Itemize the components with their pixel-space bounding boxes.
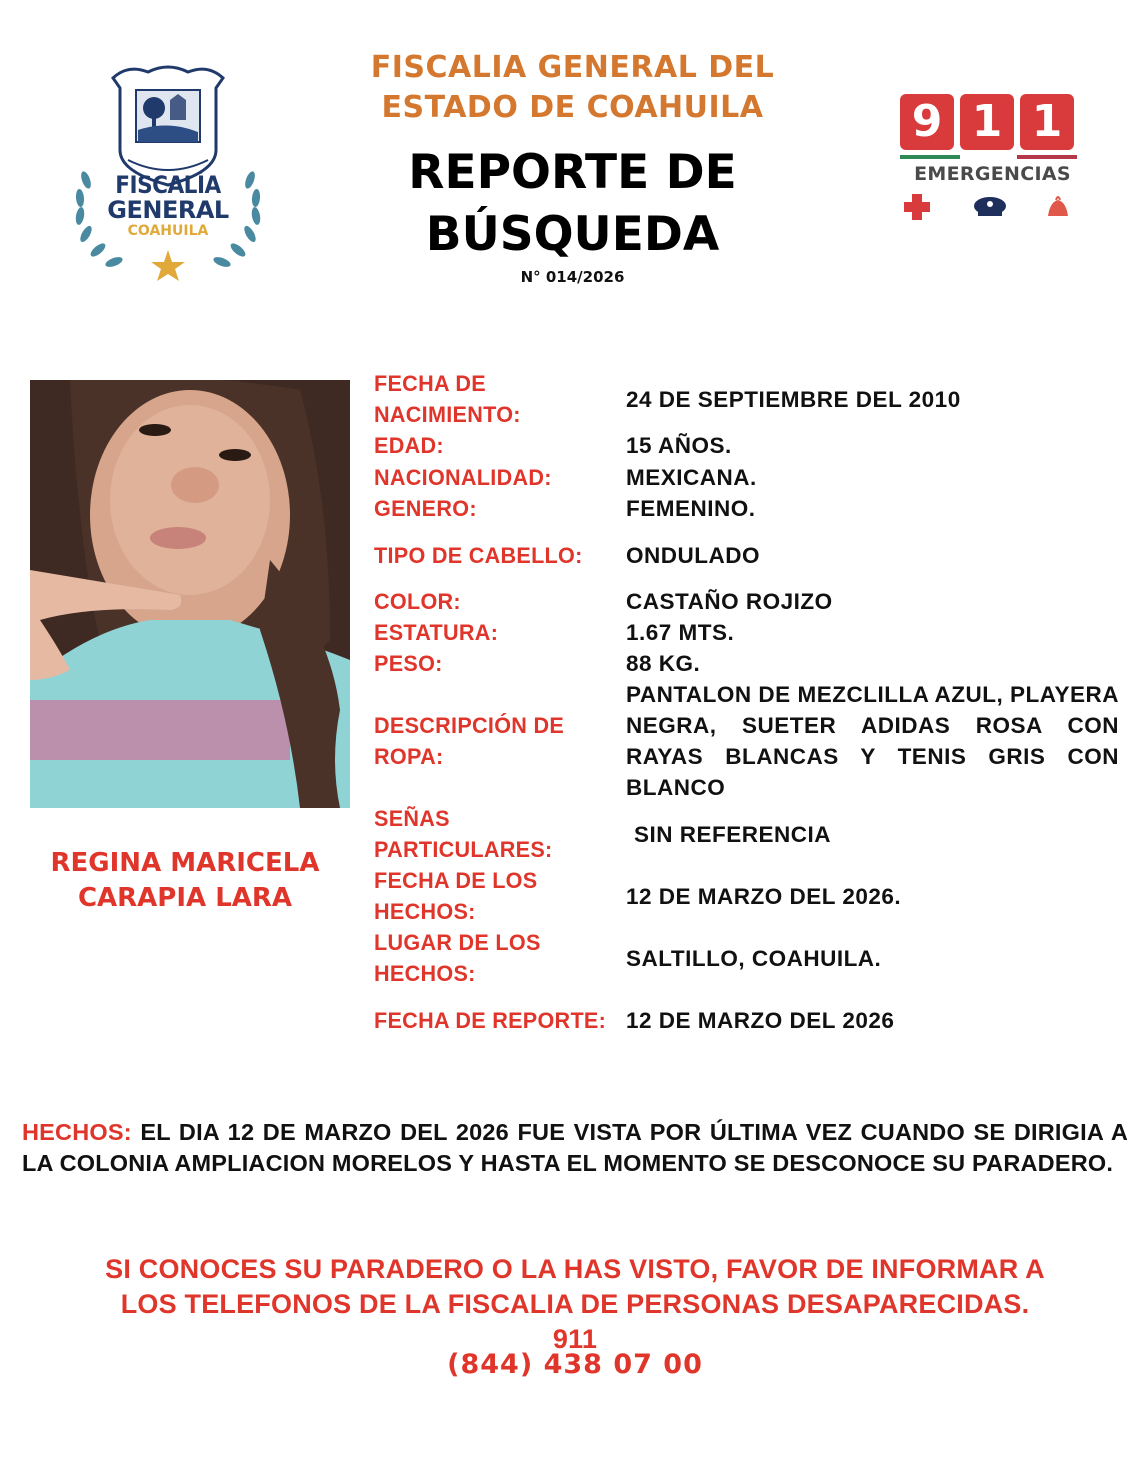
digit-1b: 1 [1020,94,1074,150]
field-value: 15 AÑOS. [626,433,732,458]
field-value: 24 DE SEPTIEMBRE DEL 2010 [626,386,961,412]
report-title-line2: BÚSQUEDA [425,207,720,262]
field-label: GENERO: [374,496,477,521]
field-label: PESO: [374,651,443,676]
report-title [340,142,805,266]
person-photo-image [30,380,350,808]
field-label: NACIONALIDAD: [374,464,552,490]
field-row-report-date [374,989,1119,1051]
org-title-line1: FISCALIA GENERAL DEL [370,50,775,85]
field-label: SEÑAS PARTICULARES: [374,806,553,862]
field-label: FECHA DE LOS HECHOS: [374,868,538,924]
911-emergencias-logo [890,88,1090,228]
field-value: 12 DE MARZO DEL 2026. [626,883,902,909]
field-label: TIPO DE CABELLO: [374,542,583,568]
fiscalia-coahuila-logo [68,60,268,285]
logo-text-fiscalia: FISCALÍA [115,171,221,199]
digit-1: 1 [960,94,1014,150]
field-value: 88 KG. [626,651,701,676]
field-label: EDAD: [374,433,444,458]
contact-callout [22,1252,1128,1357]
field-row-hair-color [374,586,1119,617]
firefighter-helmet-icon [1044,192,1072,220]
field-label: LUGAR DE LOS HECHOS: [374,930,541,986]
callout-line2: LOS TELEFONOS DE LA FISCALIA DE PERSONAS DESAPARECIDAS. [120,1289,1030,1319]
callout-line1: SI CONOCES SU PARADERO O LA HAS VISTO, FAVOR DE INFORMAR A [105,1254,1045,1284]
field-value: SALTILLO, COAHUILA. [626,945,882,971]
field-label: COLOR: [374,589,461,614]
field-row-height [374,617,1119,648]
field-label: FECHA DE REPORTE: [374,1007,607,1033]
field-value: 12 DE MARZO DEL 2026 [626,1007,895,1033]
field-row-gender [374,493,1119,524]
field-value: FEMENINO. [626,496,756,521]
red-stripe [1017,155,1077,159]
field-row-distinguishing-marks [374,803,1119,865]
incident-description [22,1117,1128,1179]
field-value: 1.67 MTS. [626,620,735,645]
field-label: ESTATURA: [374,620,499,645]
field-value: MEXICANA. [626,464,757,490]
digit-9: 9 [900,94,954,150]
organization-title [340,48,805,128]
missing-person-name [30,846,340,916]
org-title-line2: ESTADO DE COAHUILA [381,90,764,125]
field-row-incident-date [374,865,1119,927]
logo-text-general: GENERAL [107,196,229,224]
report-number: N° 014/2026 [520,268,625,286]
field-row-incident-place [374,927,1119,989]
emergency-number[interactable]: 911 [552,1324,598,1354]
person-name-line1: REGINA MARICELA [50,848,320,878]
field-row-hair-type [374,524,1119,586]
missing-person-photo [30,380,350,808]
police-cap-icon [972,196,1008,218]
hechos-label: HECHOS: [22,1119,132,1145]
field-value: CASTAÑO ROJIZO [626,589,833,614]
red-cross-icon [902,192,932,222]
field-label: FECHA DE NACIMIENTO: [374,371,521,427]
logo-text-coahuila: COAHUILA [127,223,209,239]
person-details [374,368,1119,1051]
field-row-clothing [374,679,1119,803]
field-value: PANTALON DE MEZCLILLA AZUL, PLAYERA NEGRA, SUETER ADIDAS ROSA CON RAYAS BLANCAS Y TENIS GRIS CON BLANCO [626,682,1119,800]
person-name-line2: CARAPIA LARA [77,883,293,913]
field-value: SIN REFERENCIA [634,821,832,847]
hechos-text: EL DIA 12 DE MARZO DEL 2026 FUE VISTA POR ÚLTIMA VEZ CUANDO SE DIRIGIA A LA COLONIA AMPLIACION MORELOS Y HASTA EL MOMENTO SE DESCONOCE SU PARADERO. [22,1119,1128,1176]
phone-number[interactable]: (844) 438 07 00 [447,1349,703,1380]
field-row-birthdate [374,368,1119,430]
field-label: DESCRIPCIÓN DE ROPA: [374,713,565,769]
field-row-age [374,430,1119,461]
field-row-nationality [374,461,1119,493]
emergencias-label: EMERGENCIAS [914,163,1071,185]
report-title-line1: REPORTE DE [408,145,737,200]
green-stripe [900,155,960,159]
field-row-weight [374,648,1119,679]
field-value: ONDULADO [626,542,760,568]
